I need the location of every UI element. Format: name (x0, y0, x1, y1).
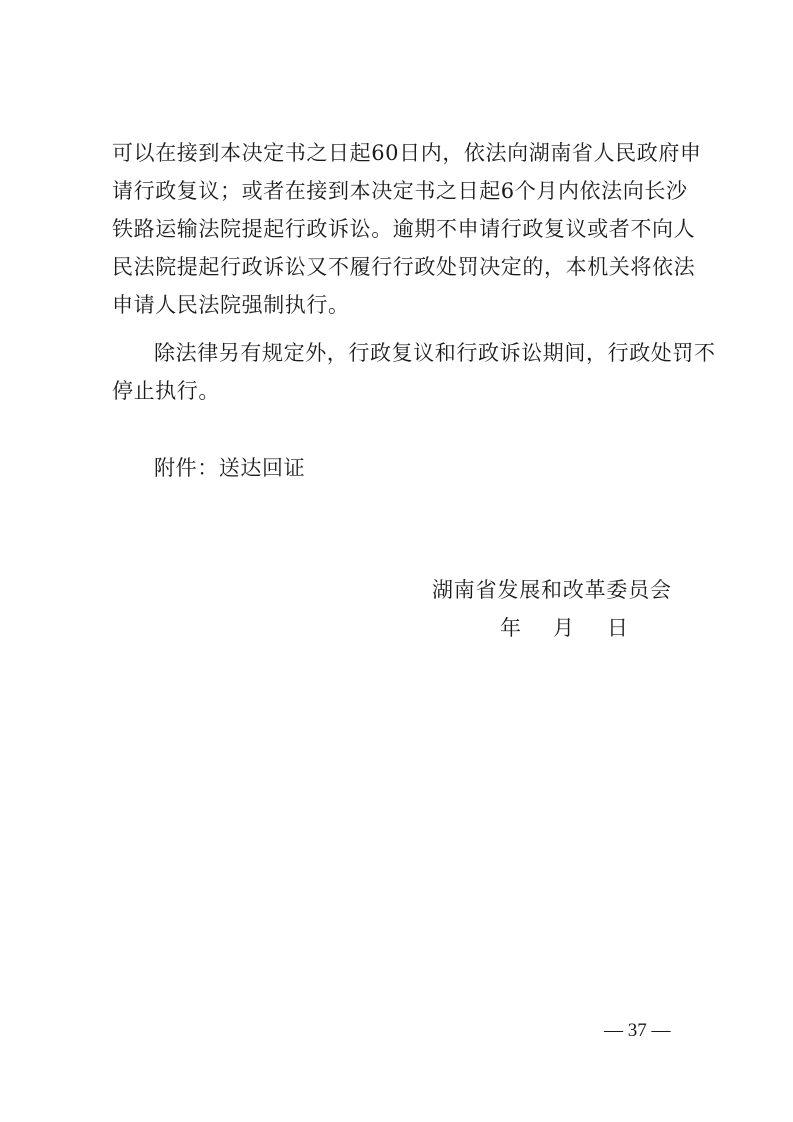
body-line-2: 请行政复议；或者在接到本决定书之日起6个月内依法向长沙 (112, 179, 688, 203)
issuing-organization: 湖南省发展和改革委员会 (432, 578, 672, 602)
body-line-6: 除法律另有规定外，行政复议和行政诉讼期间，行政处罚不 (154, 341, 716, 365)
body-line-7: 停止执行。 (112, 379, 220, 403)
date-month: 月 (553, 616, 574, 640)
body-line-5: 申请人民法院强制执行。 (112, 293, 350, 317)
date-year: 年 (500, 616, 521, 640)
page-number: — 37 — (604, 1020, 671, 1041)
attachment-label: 附件：送达回证 (154, 456, 306, 480)
date-day: 日 (607, 616, 628, 640)
body-line-1: 可以在接到本决定书之日起60日内，依法向湖南省人民政府申 (112, 141, 702, 165)
body-line-4: 民法院提起行政诉讼又不履行行政处罚决定的，本机关将依法 (112, 255, 696, 279)
body-line-3: 铁路运输法院提起行政诉讼。逾期不申请行政复议或者不向人 (112, 217, 696, 241)
